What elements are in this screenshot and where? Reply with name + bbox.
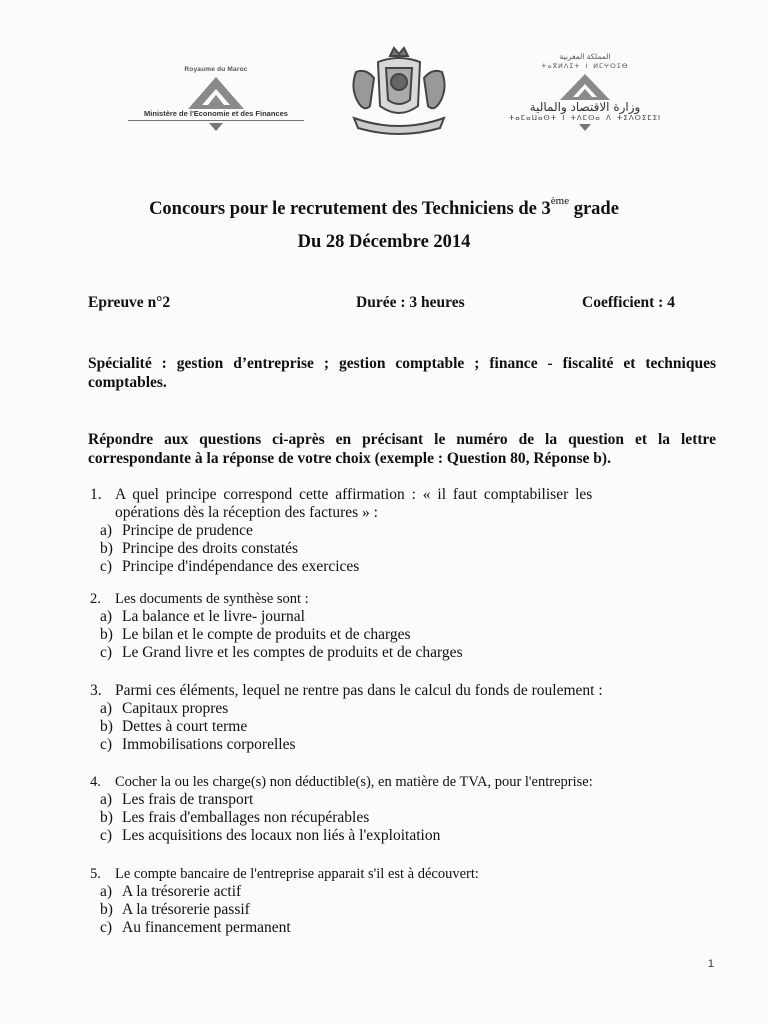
question-3 — [90, 682, 720, 754]
question-2 — [90, 590, 720, 662]
option-text: Principe d'indépendance des exercices — [122, 558, 360, 575]
answer-option — [90, 736, 720, 754]
question-text: Cocher la ou les charge(s) non déductible(s), en matière de TVA, pour l'entreprise: — [115, 774, 593, 790]
answer-option — [90, 644, 720, 662]
option-text: Le bilan et le compte de produits et de charges — [122, 626, 411, 643]
option-text: Au financement permanent — [122, 919, 291, 936]
coat-of-arms — [346, 42, 452, 136]
option-letter: a) — [100, 791, 113, 808]
coefficient-label: Coefficient : 4 — [582, 294, 675, 311]
option-text: Le Grand livre et les comptes de produits et de charges — [122, 644, 463, 661]
question-text: Parmi ces éléments, lequel ne rentre pas dans le calcul du fonds de roulement : — [115, 682, 603, 699]
duree-label: Durée : 3 heures — [356, 294, 465, 311]
exam-title-suffix: grade — [569, 199, 619, 220]
question-stem — [90, 486, 720, 504]
ministry-small-triangle-icon — [209, 123, 223, 131]
option-letter: b) — [100, 901, 113, 918]
answer-option — [90, 558, 720, 576]
question-4 — [90, 773, 720, 845]
answer-option — [90, 919, 720, 937]
option-letter: c) — [100, 558, 113, 575]
option-letter: a) — [100, 883, 113, 900]
ministry-logo-right — [505, 52, 665, 152]
question-stem — [90, 773, 720, 791]
question-number: 4. — [90, 774, 101, 790]
exam-title — [0, 195, 768, 220]
question-text: Le compte bancaire de l'entreprise apparait s'il est à découvert: — [115, 866, 479, 882]
question-text-continued: opérations dès la réception des factures » : — [115, 504, 378, 521]
option-letter: b) — [100, 540, 113, 557]
answer-option — [90, 901, 720, 919]
question-number: 1. — [90, 486, 102, 503]
question-number: 5. — [90, 866, 101, 882]
question-5 — [90, 865, 720, 937]
ministry-rule — [128, 120, 304, 121]
option-letter: c) — [100, 827, 113, 844]
option-letter: c) — [100, 736, 113, 753]
specialite-text: Spécialité : gestion d’entreprise ; gestion comptable ; finance - fiscalité et techniques comptables. — [88, 355, 716, 391]
answer-option — [90, 718, 720, 736]
option-text: La balance et le livre- journal — [122, 608, 305, 625]
option-letter: a) — [100, 522, 113, 539]
exam-date: Du 28 Décembre 2014 — [297, 232, 471, 252]
answer-option — [90, 522, 720, 540]
question-text: A quel principe correspond cette affirmation : « il faut comptabiliser les — [115, 486, 593, 503]
ministry-tifinagh: ⵜⴰⵎⴰⵡⴰⵙⵜ ⵏ ⵜⴷⵎⵙⴰ ⴷ ⵜⵉⴷⵔⵉⵎⵉⵏ — [508, 114, 662, 122]
option-letter: c) — [100, 644, 113, 661]
option-letter: a) — [100, 700, 113, 717]
kingdom-tifinagh: ⵜⴰⴳⵍⴷⵉⵜ ⵏ ⵍⵎⵖⵔⵉⴱ — [541, 62, 629, 70]
option-text: A la trésorerie passif — [122, 901, 250, 918]
option-letter: b) — [100, 809, 113, 826]
answer-option — [90, 809, 720, 827]
question-stem — [90, 865, 720, 883]
ministry-small-triangle-right-icon — [579, 124, 591, 131]
option-text: Dettes à court terme — [122, 718, 248, 735]
epreuve-label: Epreuve n°2 — [88, 294, 171, 311]
question-number: 3. — [90, 682, 102, 699]
answer-option — [90, 626, 720, 644]
question-number: 2. — [90, 591, 101, 607]
question-stem — [90, 682, 720, 700]
option-text: Capitaux propres — [122, 700, 229, 717]
ministry-arabic: وزارة الاقتصاد والمالية — [529, 100, 641, 114]
answer-option — [90, 540, 720, 558]
ministry-logo-left — [128, 66, 304, 144]
option-letter: b) — [100, 626, 113, 643]
kingdom-arabic: المملكة المغربية — [559, 52, 611, 61]
option-letter: a) — [100, 608, 113, 625]
option-text: Immobilisations corporelles — [122, 736, 296, 753]
question-stem — [90, 590, 720, 608]
ministry-name: Ministère de l'Economie et des Finances — [144, 109, 288, 118]
question-1 — [90, 486, 720, 576]
answer-option — [90, 791, 720, 809]
coat-of-arms-icon — [346, 42, 452, 136]
ministry-triangle-right-icon — [557, 72, 613, 102]
question-text: Les documents de synthèse sont : — [115, 591, 309, 607]
answer-option — [90, 608, 720, 626]
exam-title-text: Concours pour le recrutement des Techniciens de 3 — [149, 199, 551, 220]
answer-option — [90, 827, 720, 845]
option-letter: b) — [100, 718, 113, 735]
ministry-triangle-icon — [184, 75, 248, 111]
option-text: Les frais de transport — [122, 791, 254, 808]
option-text: A la trésorerie actif — [122, 883, 242, 900]
option-letter: c) — [100, 919, 113, 936]
option-text: Principe de prudence — [122, 522, 253, 539]
instructions-text: Répondre aux questions ci-après en précisant le numéro de la question et la lettre correspondante à la réponse de votre choix (exemple : Question 80, Réponse b). — [88, 431, 716, 467]
answer-option — [90, 883, 720, 901]
option-text: Les frais d'emballages non récupérables — [122, 809, 370, 826]
kingdom-label: Royaume du Maroc — [184, 66, 248, 73]
exam-title-sup: ème — [550, 195, 570, 207]
option-text: Principe des droits constatés — [122, 540, 299, 557]
option-text: Les acquisitions des locaux non liés à l'exploitation — [122, 827, 441, 844]
page-number: 1 — [707, 958, 714, 970]
answer-option — [90, 700, 720, 718]
